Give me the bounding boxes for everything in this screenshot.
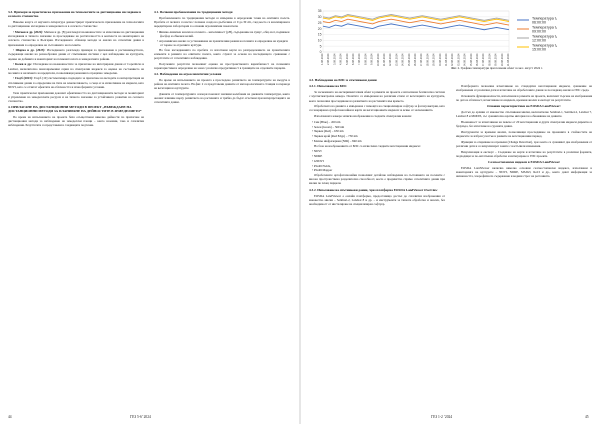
paragraph: Няколко казуса от научната литература демонстрират практическото приложение на технологиите за дистанционно изследване в земеделието и в селското стопанство: <box>8 20 144 29</box>
x-tick-label: 17.08.2024 <box>420 53 424 66</box>
bullet-text: Матков и др. [8] разглеждат възможностите за използване на дистанционни изследвания и тяхното значение за проследяване на растителността в контекста на мониторинга на селското стопанство в България. Изследването обхваща методи за анализ на сателитни данни в приложения за определяне на състоянието на посевите. <box>8 30 144 47</box>
paragraph: По време на изпълнението на проекта бяха осъществени няколко дейности по прилагане на дистанционни методи за наблюдение на земеделски площи – както наземни, така и сателитни наблюдения. Резултатите са представени в следващите подточки. <box>8 115 144 128</box>
paragraph: Получените резултати позволяват оценка на пространствената вариабилност на почвените характеристики и определяне на зони с различна продуктивност в границите на отделните парцели. <box>154 61 290 70</box>
section-heading-overview: Основни характеристики на EOSDA LandViewer: <box>487 104 561 109</box>
y-tick-label: 10 <box>317 38 322 43</box>
y-tick-label: 25 <box>317 20 322 25</box>
legend-label: Температура t₃ <box>532 34 558 39</box>
x-tick-label: 18.08.2024 <box>426 53 430 66</box>
paragraph: Тези практически приложения доказват ефективността на дистанционните методи за мониторинг и управление на земеделските ресурси и на тяхното значение за устойчивото развитие на селското стопанство. <box>8 90 144 103</box>
list-item: • Червен край (Red Edge) – 730 nm <box>312 134 358 139</box>
right-page <box>301 0 600 424</box>
list-item: • Син (Blue) – 450 nm <box>312 119 341 124</box>
list-item: • Червен (Red) – 650 nm <box>312 129 344 134</box>
paragraph: Функция за откриване на промени (Change Detection), чрез която се сравняват две изображения от различни дати и се визуализират зоните с настъпили изменения. <box>456 139 592 148</box>
x-tick-label: 4.08.2024 <box>339 53 343 66</box>
legend-label-time: 06:00:00 <box>532 20 546 25</box>
x-tick-label: 14.08.2024 <box>401 53 405 66</box>
list-item: • GNDVI <box>312 158 324 163</box>
temperature-chart-svg <box>309 8 592 66</box>
list-item: • Pix4D Mapper <box>312 168 333 173</box>
list-item: • Зелен (Green) – 560 nm <box>312 124 345 129</box>
paragraph: На база изследванията по пробите са изготвени карти на разпределението на хранителните елементи в рамките на опитните полета, които служат за основа на последващото сравнение с резултатите от сателитните наблюдения. <box>154 47 290 61</box>
list-item: • Pix4D Fields, <box>312 163 331 168</box>
bullet-text: Физико-химичен анализ на почвата – киселинност (pH), съдържание на хумус, общ азот, подвижен фосфор и обменен калий. <box>158 29 290 39</box>
x-tick-label: 19.08.2024 <box>432 53 436 66</box>
left-page-column-2 <box>154 8 290 404</box>
bullet-title: Колев и др.: <box>15 62 33 67</box>
section-heading-4-1: 4.1. Почвени пробовземания по традиционни методи <box>154 10 233 14</box>
x-tick-label: 28.08.2024 <box>488 53 492 66</box>
bullet-text: Агрохимичен анализ за установяване на хранителния режим на почвите и определяне на нуждите от торене за отделните култури. <box>158 38 289 48</box>
paragraph: Възможност за изчисляване на повече от 20 вегетационни и други спектрални индекси директно в браузъра, без изтегляне на суровите данни. <box>456 120 592 129</box>
bullet-title: Шарма и др. (2023): <box>15 48 46 53</box>
temperature-chart <box>309 8 592 66</box>
bullet-title: Матков и др. (2022): <box>14 30 44 35</box>
section-heading-4-3-2: 4.3.2. Използване на спътникови данни, чрез платформа EOSDA LandViewer Overview <box>309 187 438 192</box>
x-tick-label: 15.08.2024 <box>407 53 411 66</box>
bullet-item: • Физико-химичен анализ на почвата – киселинност (pH), съдържание на хумус, общ азот, подвижен фосфор и обменен калий. <box>157 29 290 39</box>
paragraph: EOSDA LandViewer включва няколко основни селскостопански индекса, използвани в мониторинга на културите – NDVI, NDRE, MSAVI, ReCI и др., които дават информация за жизнеността, хлорофилното съдържание и водния стрес на растенията. <box>456 165 592 179</box>
x-tick-label: 13.08.2024 <box>395 53 399 66</box>
x-tick-label: 30.08.2024 <box>500 53 504 66</box>
section-heading-indices: Селскостопански индекси в EOSDA LandViewer <box>488 160 560 165</box>
paragraph: Достъп до архиви от множество спътникови мисии, включително Sentinel-1, Sentinel-2, Landsat 7, Landsat 8 и MODIS, със сравнително кратък интервал на обновяване на данните. <box>456 110 592 119</box>
y-tick-label: 15 <box>317 32 322 37</box>
bullet-paragraph: • Колев и др.: Изследване на възможностите за прилагане на интегрирани данни от Copernicus и Landsat, включително многовременни серии на спектрални индекси за оценка на състоянието на посевите и наличието на вредители, позволяващи решения по прецизно земеделие. <box>8 62 144 75</box>
paragraph: Използваната камера записва изображения в следните спектрални канали: <box>314 114 412 119</box>
paragraph: За заснемането на експерименталния обект в рамките на проекта е използвана безпилотна система с мултиспектрална камера. Полетите са извършени на различни етапи от вегетацията на културите, което позволява проследяване на развитието на растенията във времето. <box>309 90 445 103</box>
bullet-text: Изследването разглежда примери за приложение в растениевъдството, съдържащи анализ на разнообразни данни от спътникови системи с цел наблюдение на културите, оценка на добивите и мониторинг на почвената влага в земеделските райони. <box>8 48 144 61</box>
bullet-text: Глоуб [10] систематизира подходите за прилагане на методите за интерпретация на спътникови данни за определяне на типа на земеползването, а също и за изчисляване на индекси, като NDVI, като се отчитат ефектите на облачността и атмосферните условия. <box>8 76 144 89</box>
bullet-paragraph: • Глоуб (2023): Глоуб [10] систематизира подходите за прилагане на методите за интерпретация на спътникови данни за определяне на типа на земеползването, а също и за изчисляване на индекси, като NDVI, като се отчитат ефектите на облачността и атмосферните условия. <box>8 76 144 89</box>
x-tick-label: 2.08.2024 <box>327 53 331 66</box>
x-tick-label: 27.08.2024 <box>482 53 486 66</box>
paragraph: Визуализация и експорт – Създаване на карти и изтегляне на резултатите в различни формати, подходящи за по-нататъшна обработка и интегриране в ГИС проекти. <box>456 149 592 158</box>
journal-footer-left: ГЕЗ 5-6’ 2024 <box>130 415 151 419</box>
legend-label: Температура t₄ <box>532 43 558 48</box>
x-tick-label: 22.08.2024 <box>451 53 455 66</box>
x-tick-label: 9.08.2024 <box>370 53 374 66</box>
list-item: • Близък инфрачервен (NIR) – 840 nm <box>312 138 362 143</box>
x-tick-label: 31.08.2024 <box>507 53 510 66</box>
x-tick-label: 7.08.2024 <box>358 53 362 66</box>
left-page <box>0 0 299 424</box>
legend-label-time: 15:00:00 <box>532 47 546 52</box>
paragraph: Платформата позволява изчисляване на стандартни вегетационни индекси, сравнение на изображения от различни дати и изтегляне на обработените данни за последващ анализ в ГИС среда. <box>456 84 592 93</box>
x-tick-label: 8.08.2024 <box>364 53 368 66</box>
bullet-paragraph: • Шарма и др. (2023): Изследването разглежда примери за приложение в растениевъдството, съдържащи анализ на разнообразни данни от спътникови системи с цел наблюдение на културите, оценка на добивите и мониторинг на почвената влага в земеделските райони. <box>8 48 144 61</box>
legend-label-time: 12:00:00 <box>532 38 546 43</box>
x-tick-label: 10.08.2024 <box>376 53 380 66</box>
paragraph: Данните от температурните сензори показват значими колебания на дневните температури, които оказват влияние върху развитието на растенията и трябва да бъдат отчетени при интерпретацията на сателитните данни. <box>154 92 290 105</box>
y-tick-label: 35 <box>317 9 322 14</box>
paragraph: На база на изображенията от БПС са изчислени следните вегетационни индекси: <box>314 143 421 148</box>
list-item: • NDVI <box>312 149 322 154</box>
x-tick-label: 20.08.2024 <box>438 53 442 66</box>
bullet-title: Глоуб (2023): <box>14 76 33 81</box>
right-page-column-1 <box>309 76 445 404</box>
section-heading-4-3-1: 4.3.1. Използване на БПС <box>309 84 347 89</box>
paragraph: Пробовземането по традиционни методи се извършва в определени точки на опитните полета. Пробите от почвата са взети с почвена сонда на дълбочина от 0 до 30 cm, след което са анализирани в акредитирана лаборатория за основни агрохимични показатели. <box>154 15 290 29</box>
x-tick-label: 5.08.2024 <box>345 53 349 66</box>
legend-label: Температура t₁ <box>532 16 557 21</box>
paragraph: EOSDA LandViewer е онлайн платформа, предоставяща достъп до сателитни изображения от множество мисии – Sentinel-2, Landsat 8 и др. – и инструменти за тяхната обработка и анализ, без необходимост от инсталиране на специализиран софтуер. <box>309 193 445 206</box>
section-heading-4-2: 4.2. Наблюдение на агроклиматични условия <box>154 72 222 77</box>
section-heading-4-3: 4.3. Наблюдение на БПС и спътникови данни <box>309 78 377 82</box>
x-tick-label: 12.08.2024 <box>389 53 393 66</box>
paragraph: Обработените ортофотомозайки позволяват детайлно наблюдение на състоянието на посевите с висока пространствена разделителна способност, което е предимство спрямо сателитните данни при малки по площ парцели. <box>309 173 445 186</box>
paragraph: Обработката на данните е извършена с помощта на специализиран софтуер за фотограметрия, като са генерирани ортофотомозайки и карти на вегетационните индекси за всяко от заснеманията. <box>309 104 445 113</box>
figure-caption: Фиг. 2. Графика температури при почвени обект за мес. август 2024 г. <box>451 66 543 70</box>
y-tick-label: 20 <box>317 26 322 31</box>
x-tick-label: 1.08.2024 <box>321 53 324 66</box>
x-tick-label: 26.08.2024 <box>476 53 479 66</box>
left-page-column-1 <box>8 8 144 404</box>
x-tick-label: 11.08.2024 <box>383 53 386 66</box>
right-page-column-2 <box>456 84 592 404</box>
x-tick-label: 16.08.2024 <box>414 53 417 66</box>
x-tick-label: 21.08.2024 <box>445 53 448 66</box>
x-tick-label: 6.08.2024 <box>352 53 355 66</box>
bullet-paragraph: • Матков и др. (2022): Матков и др. [8] разглеждат възможностите за използване на дистанционни изследвания и тяхното значение за проследяване на растителността в контекста на мониторинга на селското стопанство в България. Изследването обхваща методи за анализ на сателитни данни в приложения за определяне на състоянието на посевите. <box>8 30 144 47</box>
paragraph: Основните функционалности, използвани в рамките на проекта, включват търсене на изображения по дата и облачност, изчисляване на индекси, времеви анализ и експорт на резултатите. <box>456 93 592 103</box>
list-item: • NDRE <box>312 154 323 159</box>
y-tick-label: 30 <box>317 15 322 20</box>
x-tick-label: 23.08.2024 <box>457 53 461 66</box>
x-tick-label: 25.08.2024 <box>469 53 473 66</box>
journal-footer-right: ГЕЗ 1-2 ’2024 <box>431 415 453 419</box>
page-number-left: 44 <box>8 415 12 419</box>
paragraph: Инструменти за времеви анализ, позволяващи проследяване на промените в стойностите на индексите за избран участък в рамките на вегетационния период. <box>456 129 592 139</box>
page-number-right: 45 <box>585 415 589 419</box>
x-tick-label: 24.08.2024 <box>463 53 467 66</box>
x-tick-label: 29.08.2024 <box>494 53 498 66</box>
legend-label-time: 09:00:00 <box>532 29 546 34</box>
bullet-text: Изследване на възможностите за прилагане на интегрирани данни от Copernicus и Landsat, включително многовременни серии на спектрални индекси за оценка на състоянието на посевите и наличието на вредители, позволяващи решения по прецизно земеделие. <box>8 62 144 75</box>
section-heading-3-3: 3.3. Примери за практическо приложение на технологиите за дистанционно изследване в селското стопанство <box>8 10 142 19</box>
paragraph: По време на изпълнението на проекта е проследено развитието на температурите на въздуха в района на опитните полета. На фиг. 2 са представени данните от метеорологичната станция за периода на вегетация на културите. <box>154 78 290 91</box>
y-tick-label: 0 <box>319 50 322 55</box>
legend-label: Температура t₂ <box>532 25 558 30</box>
section-heading-4: 4. ПРИЛАГАНЕ НА ДИСТАНЦИОННИ МЕТОДИ В ПРОЕКТ „ВЪВЕЖДАНЕ НА ДИСТАНЦИОННИ МЕТОДИ ЗА ПЛАНИРАНЕ НА ДЕЙНОСТИТЕ В ЗЕМЕДЕЛИЕТО“ <box>8 104 142 114</box>
y-tick-label: 5 <box>319 44 322 49</box>
x-tick-label: 3.08.2024 <box>333 53 337 66</box>
bullet-item: • Агрохимичен анализ за установяване на хранителния режим на почвите и определяне на нуждите от торене за отделните култури. <box>157 38 289 48</box>
